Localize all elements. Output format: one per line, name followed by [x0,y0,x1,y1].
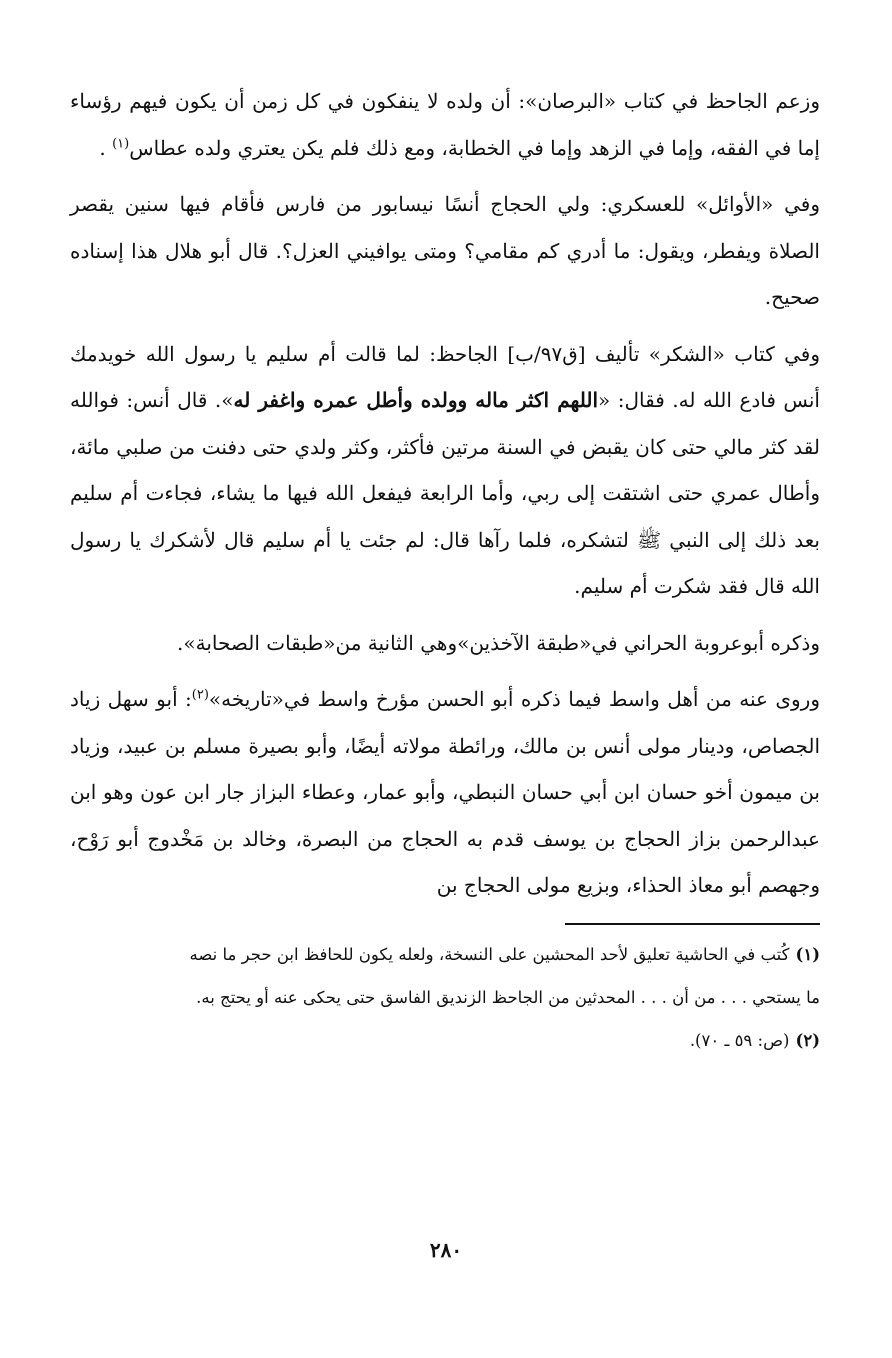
body-text [70,78,820,909]
text-run: وفي «الأوائل» للعسكري: ولي الحجاج أنسًا نيسابور من فارس فأقام فيها سنين يقصر الصلاة ويفطر، ويقول: ما أدري كم مقامي؟ ومتى يوافيني العزل؟. قال أبو هلال هذا إسناده صحيح. [70,192,820,309]
footnote-ref: (٢) [191,687,209,703]
footnote [70,935,820,974]
footnote [70,1021,820,1060]
paragraph [70,181,820,321]
text-run: وفي كتاب «الشكر» تأليف [ق٩٧/ب] الجاحظ: لما قالت أم سليم يا رسول الله خويدمك أنس فادع الله له. فقال: « [70,341,821,412]
text-run: . [99,135,113,160]
paragraph [70,331,820,610]
footnote-text: (ص: ٥٩ ـ ٧٠). [689,1030,790,1050]
footnote-number: (١) [795,944,820,964]
footnotes [70,935,820,1060]
page-number: ٢٨٠ [429,1238,463,1262]
footnote-text: كُتب في الحاشية تعليق لأحد المحشين على النسخة، ولعله يكون للحافظ ابن حجر ما نصه [189,944,790,964]
bold-quote: اللهم اكثر ماله وولده وأطل عمره واغفر له [233,388,598,412]
text-run: ». قال أنس: فوالله لقد كثر مالي حتى كان يقبض في السنة مرتين فأكثر، وكثر ولدي حتى دفنت من صلبي مائة، وأطال عمري حتى اشتقت إلى ربي، وأما الرابعة فيفعل الله فيها ما يشاء، فجاءت أم سليم بعد ذلك إلى النبي ﷺ لتشكره، فلما رآها قال: لم جئت يا أم سليم قال لأشكرك يا رسول الله قال فقد شكرت أم سليم. [70,388,820,598]
footnote-ref: (١) [112,135,130,151]
footnote-separator [565,923,820,925]
paragraph [70,676,820,909]
paragraph [70,620,820,667]
footnote [70,978,820,1017]
text-run: وزعم الجاحظ في كتاب «البرصان»: أن ولده لا ينفكون في كل زمن أن يكون فيهم رؤساء إما في الفقه، وإما في الزهد وإما في الخطابة، ومع ذلك فلم يكن يعتري ولده عطاس [70,89,820,160]
footnote-number: (٢) [795,1030,820,1050]
text-run: وذكره أبوعروبة الحراني في«طبقة الآخذين»وهي الثانية من«طبقات الصحابة». [177,630,820,655]
paragraph [70,78,820,171]
text-run: : أبو سهل زياد الجصاص، ودينار مولى أنس بن مالك، ورائطة مولاته أيضًا، وأبو بصيرة مسلم بن عبيد، وزياد بن ميمون أخو حسان ابن أبي حسان النبطي، وأبو عمار، وعطاء البزاز جار ابن عون وهو ابن عبدالرحمن بزاز الحجاج بن يوسف قدم به الحجاج من البصرة، وخالد بن مَخْدوج أبو رَوْح، وجهصم أبو معاذ الحذاء، وبزيع مولى الحجاج بن [70,687,821,897]
footnote-text: ما يستحي . . . من أن . . . المحدثين من الجاحظ الزنديق الفاسق حتى يحكى عنه أو يحتج به. [196,987,820,1007]
text-run: وروى عنه من أهل واسط فيما ذكره أبو الحسن مؤرخ واسط في«تاريخه» [208,687,820,711]
